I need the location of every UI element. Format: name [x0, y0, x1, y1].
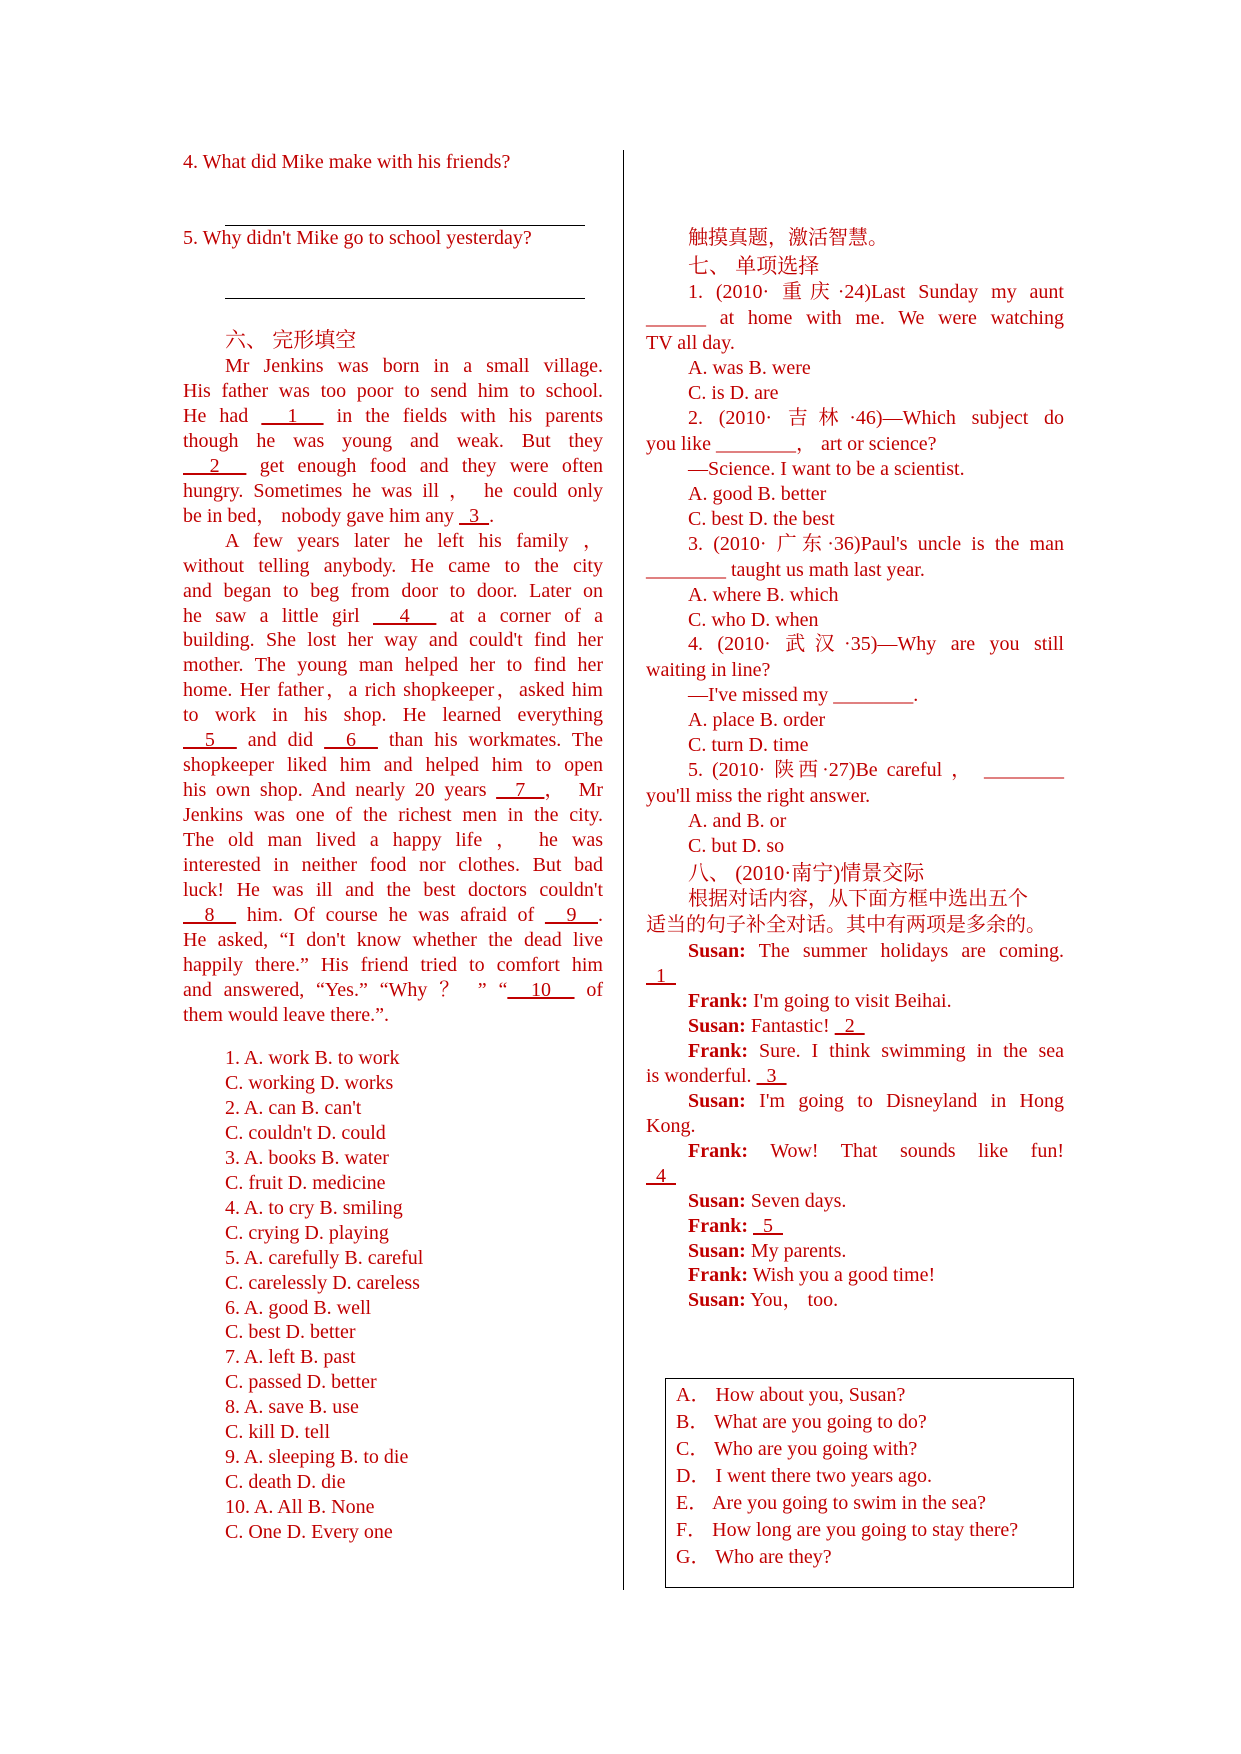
- passage-line: 5 and did 6 than his workmates. The: [183, 729, 603, 752]
- mc-line: you like ________， art or science?: [646, 432, 937, 455]
- dialogue-line: [646, 1164, 676, 1188]
- passage-line: he saw a little girl 4 at a corner of a: [183, 604, 604, 627]
- mc-line: —Science. I want to be a scientist.: [688, 457, 965, 480]
- option-line: C. passed D. better: [225, 1371, 377, 1394]
- mc-line: 2. (2010· 吉林·46)—Which subject do: [688, 406, 1064, 429]
- dialogue-text: Sure. I think swimming in the sea: [748, 1039, 1064, 1062]
- column-divider: [623, 150, 624, 1590]
- speaker-name: Frank:: [688, 1039, 748, 1062]
- speaker-name: Susan:: [688, 1189, 746, 1212]
- choice-option: B． What are you going to do?: [676, 1411, 927, 1433]
- option-line: C. crying D. playing: [225, 1221, 389, 1244]
- dialogue-line: [688, 1263, 935, 1287]
- dialogue-line: [688, 1039, 1064, 1063]
- passage-line: and began to beg from door to door. Later on: [183, 579, 603, 602]
- choices-box: [665, 1378, 1074, 1588]
- mc-line: C. is D. are: [688, 381, 779, 404]
- option-line: C. carelessly D. careless: [225, 1271, 420, 1294]
- answer-line-5: [225, 298, 585, 299]
- mc-line: A. good B. better: [688, 482, 827, 505]
- option-line: 10. A. All B. None: [225, 1496, 375, 1519]
- choice-option: G． Who are they?: [676, 1546, 832, 1568]
- speaker-name: Susan:: [688, 940, 746, 963]
- passage-line: and answered, “Yes.” “Why ？ ” “ 10 of: [183, 978, 603, 1001]
- passage-line: happily there.” His friend tried to comfort him: [183, 953, 603, 976]
- dialogue-line: [688, 1189, 846, 1213]
- option-line: 4. A. to cry B. smiling: [225, 1196, 403, 1219]
- mc-line: A. and B. or: [688, 810, 787, 833]
- option-line: C. couldn't D. could: [225, 1121, 386, 1144]
- choice-option: D． I went there two years ago.: [676, 1465, 933, 1487]
- dialogue-line: [688, 1288, 838, 1312]
- passage-line: mother. The young man helped her to find her: [183, 654, 603, 677]
- intro-text: 触摸真题，激活智慧。: [688, 227, 888, 249]
- dialogue-text: The summer holidays are coming.: [745, 940, 1064, 963]
- speaker-name: Susan:: [688, 1289, 746, 1312]
- passage-line: A few years later he left his family ，: [225, 529, 603, 552]
- mc-line: 5. (2010· 陕西·27)Be careful ， ________: [688, 759, 1064, 782]
- blank: 4: [646, 1164, 676, 1187]
- blank: 2: [183, 454, 247, 477]
- mc-line: TV all day.: [646, 331, 735, 354]
- dialogue-text: Wow! That sounds like fun!: [748, 1139, 1064, 1162]
- blank: 3: [459, 504, 490, 527]
- dialogue-text: I'm going to visit Beihai.: [748, 990, 952, 1012]
- mc-line: 1. (2010· 重庆·24)Last Sunday my aunt: [688, 281, 1064, 303]
- choice-option: E． Are you going to swim in the sea?: [676, 1492, 986, 1514]
- speaker-name: Frank:: [688, 1264, 748, 1287]
- blank: 9: [544, 903, 598, 926]
- mc-line: —I've missed my ________.: [688, 684, 919, 707]
- instruction-line: 适当的句子补全对话。其中有两项是多余的。: [646, 914, 1046, 937]
- blank: 3: [756, 1064, 787, 1087]
- passage-line: He had 1 in the fields with his parents: [183, 404, 604, 427]
- passage-line: without telling anybody. He came to the city: [183, 554, 603, 577]
- dialogue-text: [646, 965, 676, 987]
- mc-line: C. who D. when: [688, 608, 819, 631]
- passage-line: interested in neither food nor clothes. But bad: [183, 854, 603, 876]
- mc-line: 4. (2010· 武汉·35)—Why are you still: [688, 633, 1064, 656]
- option-line: 6. A. good B. well: [225, 1296, 372, 1319]
- blank: 4: [373, 604, 437, 627]
- dialogue-line: [646, 964, 676, 988]
- passage-line: Jenkins was one of the richest men in the city.: [183, 804, 603, 827]
- mc-line: you'll miss the right answer.: [646, 785, 871, 808]
- dialogue-text: Kong.: [646, 1114, 696, 1137]
- dialogue-text: [646, 1165, 676, 1187]
- dialogue-text: Seven days.: [745, 1189, 847, 1212]
- option-line: C. death D. die: [225, 1471, 346, 1494]
- mc-line: ______ at home with me. We were watching: [646, 307, 1064, 329]
- dialogue-line: [688, 1139, 1064, 1163]
- speaker-name: Frank:: [688, 1139, 748, 1162]
- mc-line: C. turn D. time: [688, 734, 809, 757]
- question-5: 5. Why didn't Mike go to school yesterday?: [183, 227, 532, 249]
- passage-line: his own shop. And nearly 20 years 7 ， Mr: [183, 779, 604, 802]
- dialogue-line: [688, 1089, 1064, 1113]
- passage-line: building. She lost her way and could't find her: [183, 629, 603, 652]
- option-line: 9. A. sleeping B. to die: [225, 1446, 409, 1469]
- dialogue-text: Fantastic! 2: [745, 1014, 865, 1037]
- speaker-name: Susan:: [688, 1239, 746, 1262]
- dialogue-text: Wish you a good time!: [748, 1264, 936, 1287]
- dialogue-line: [646, 1064, 787, 1088]
- dialogue-line: [688, 1239, 846, 1263]
- option-line: 8. A. save B. use: [225, 1396, 359, 1419]
- blank: 1: [261, 404, 324, 427]
- blank: 5: [753, 1214, 783, 1237]
- dialogue-text: I'm going to Disneyland in Hong: [745, 1089, 1064, 1112]
- option-line: C. One D. Every one: [225, 1521, 393, 1544]
- choice-option: C． Who are you going with?: [676, 1438, 918, 1460]
- option-line: C. best D. better: [225, 1321, 356, 1344]
- dialogue-text: is wonderful. 3: [646, 1064, 787, 1087]
- section-6-title: 六、 完形填空: [225, 328, 357, 352]
- choice-option: A． How about you, Susan?: [676, 1384, 906, 1406]
- blank: 6: [324, 729, 378, 752]
- option-line: 5. A. carefully B. careful: [225, 1246, 424, 1269]
- passage-line: luck! He was ill and the best doctors couldn't: [183, 878, 603, 901]
- passage-line: He asked, “I don't know whether the dead live: [183, 928, 603, 951]
- blank: 10: [507, 978, 575, 1001]
- passage-line: 2 get enough food and they were often: [183, 454, 604, 477]
- passage-line: hungry. Sometimes he was ill ， he could only: [183, 479, 603, 502]
- dialogue-line: [688, 989, 952, 1013]
- mc-line: A. place B. order: [688, 709, 826, 732]
- passage-line: shopkeeper liked him and helped him to open: [183, 754, 603, 777]
- dialogue-line: [688, 939, 1064, 963]
- mc-line: 3. (2010· 广东·36)Paul's uncle is the man: [688, 532, 1064, 555]
- dialogue-line: [688, 1014, 865, 1038]
- option-line: C. working D. works: [225, 1071, 394, 1094]
- option-line: 3. A. books B. water: [225, 1146, 389, 1169]
- option-line: C. kill D. tell: [225, 1421, 330, 1444]
- section-7-title: 七、 单项选择: [688, 254, 820, 278]
- mc-line: A. where B. which: [688, 583, 839, 606]
- mc-line: ________ taught us math last year.: [646, 558, 925, 581]
- passage-line: home. Her father，a rich shopkeeper，asked him: [183, 679, 603, 702]
- passage-line: be in bed， nobody gave him any 3 .: [183, 504, 495, 527]
- passage-line: though he was young and weak. But they: [183, 429, 603, 452]
- passage-line: The old man lived a happy life ， he was: [183, 829, 603, 852]
- blank: 2: [834, 1014, 865, 1037]
- passage-line: His father was too poor to send him to school.: [183, 379, 603, 402]
- speaker-name: Frank:: [688, 1214, 748, 1237]
- blank: 8: [183, 903, 237, 926]
- speaker-name: Susan:: [688, 1014, 746, 1037]
- passage-line: them would leave there.”.: [183, 1003, 390, 1026]
- dialogue-line: [688, 1214, 783, 1238]
- dialogue-text: [748, 1215, 783, 1237]
- passage-line: Mr Jenkins was born in a small village.: [225, 355, 603, 377]
- mc-line: waiting in line?: [646, 659, 771, 682]
- mc-line: A. was B. were: [688, 356, 811, 379]
- blank: 7: [496, 779, 545, 802]
- dialogue-line: [646, 1114, 695, 1138]
- speaker-name: Frank:: [688, 990, 748, 1012]
- mc-line: C. but D. so: [688, 835, 785, 858]
- option-line: 1. A. work B. to work: [225, 1047, 400, 1069]
- option-line: C. fruit D. medicine: [225, 1171, 386, 1194]
- question-4: 4. What did Mike make with his friends?: [183, 151, 511, 173]
- instruction-line: 根据对话内容，从下面方框中选出五个: [688, 888, 1028, 911]
- dialogue-text: You， too.: [745, 1289, 839, 1312]
- speaker-name: Susan:: [688, 1089, 746, 1112]
- mc-line: C. best D. the best: [688, 507, 835, 530]
- option-line: 2. A. can B. can't: [225, 1096, 362, 1119]
- blank: 5: [183, 729, 237, 752]
- option-line: 7. A. left B. past: [225, 1346, 356, 1369]
- choice-option: F． How long are you going to stay there?: [676, 1519, 1019, 1541]
- passage-line: to work in his shop. He learned everything: [183, 704, 603, 727]
- section-8-title: 八、 (2010·南宁)情景交际: [688, 861, 925, 886]
- blank: 1: [646, 965, 676, 988]
- passage-line: 8 him. Of course he was afraid of 9 .: [183, 903, 603, 926]
- dialogue-text: My parents.: [745, 1239, 847, 1262]
